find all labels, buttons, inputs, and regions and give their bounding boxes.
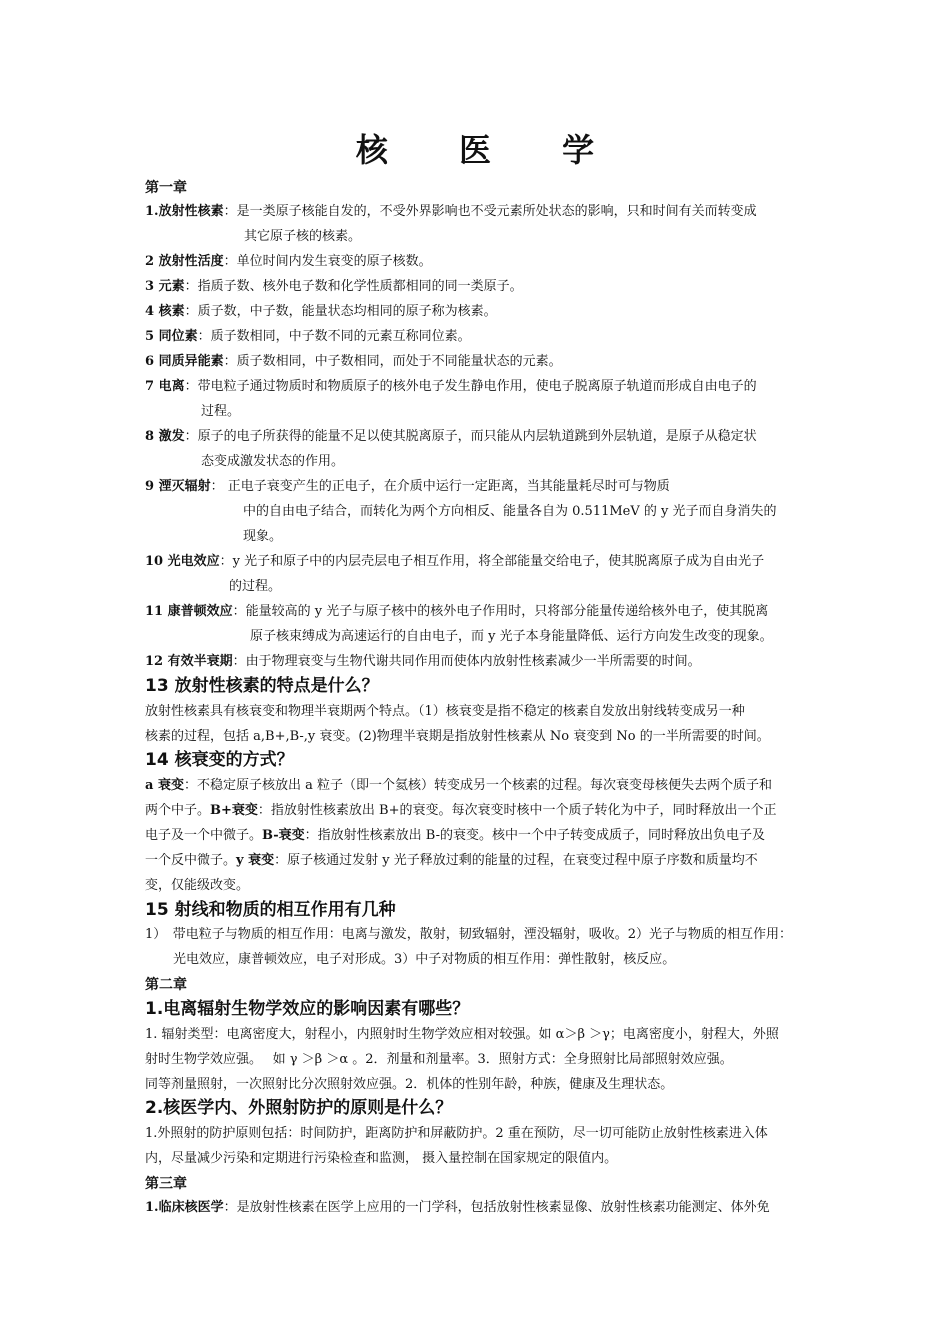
def-9-cont: 中的自由电子结合，而转化为两个方向相反、能量各自为 0.511MeV 的 y 光子而自身消失的: [243, 504, 777, 519]
term: 12 有效半衰期: [145, 654, 233, 669]
term: 1.放射性核素: [145, 204, 224, 219]
answer-15-line2: 光电效应，康普顿效应，电子对形成。3）中子对物质的相互作用：弹性散射，核反应。: [173, 952, 676, 967]
def-text: ：由于物理衰变与生物代谢共同作用而使体内放射性核素减少一半所需要的时间。: [232, 654, 701, 669]
def-11-cont: 原子核束缚成为高速运行的自由电子，而 y 光子本身能量降低、运行方向发生改变的现象。: [250, 629, 773, 644]
def-10-cont: 的过程。: [229, 579, 282, 594]
term: 11 康普顿效应: [145, 604, 233, 619]
answer-text: ：原子核通过发射 y 光子释放过剩的能量的过程，在衰变过程中原子序数和质量均不: [274, 853, 758, 868]
question-15-heading: 15 射线和物质的相互作用有几种: [145, 900, 396, 920]
term: 5 同位素: [145, 329, 198, 344]
ch2-answer-1-line3: 同等剂量照射，一次照射比分次照射效应强。2．机体的性别年龄，种族，健康及生理状态。: [145, 1077, 674, 1092]
chapter-2-heading: 第二章: [145, 977, 187, 993]
def-7-cont: 过程。: [201, 404, 241, 419]
def-9-cont2: 现象。: [243, 529, 283, 544]
ch2-answer-1-line2: 射时生物学效应强。 如 γ ＞β ＞α 。2．剂量和剂量率。3．照射方式：全身照射比局部照射效应强。: [145, 1052, 733, 1067]
answer-text: ：指放射性核素放出 B-的衰变。核中一个中子转变成质子，同时释放出负电子及: [304, 828, 765, 843]
answer-13-line2: 核素的过程，包括 a,B+,B-,y 衰变。(2)物理半衰期是指放射性核素从 No 衰变到 No 的一半所需要的时间。: [145, 729, 770, 744]
answer-14-line1: [145, 774, 772, 799]
term: 8 激发: [145, 429, 185, 444]
ch2-question-1-heading: 1.电离辐射生物学效应的影响因素有哪些？: [145, 999, 470, 1019]
term: B+衰变: [210, 803, 258, 818]
ch2-question-2-heading: 2.核医学内、外照射防护的原则是什么？: [145, 1098, 453, 1118]
term: 7 电离: [145, 379, 185, 394]
def-text: ：原子的电子所获得的能量不足以使其脱离原子，而只能从内层轨道跳到外层轨道，是原子从稳定状: [184, 429, 757, 444]
def-11: [145, 600, 768, 625]
answer-13-line1: 放射性核素具有核衰变和物理半衰期两个特点。（1）核衰变是指不稳定的核素自发放出射线转变成另一种: [145, 704, 745, 719]
answer-text: 一个反中微子。: [145, 853, 237, 868]
question-14-heading: 14 核衰变的方式？: [145, 750, 294, 770]
def-4: [145, 300, 497, 325]
def-9: [145, 475, 670, 500]
def-text: ：是放射性核素在医学上应用的一门学科，包括放射性核素显像、放射性核素功能测定、体外免: [223, 1200, 770, 1215]
def-6: [145, 350, 562, 375]
answer-14-line5: 变，仅能级改变。: [145, 878, 250, 893]
term: y 衰变: [236, 853, 275, 868]
def-8: [145, 425, 757, 450]
def-text: ：质子数，中子数，能量状态均相同的原子称为核素。: [184, 304, 497, 319]
answer-text: 电子及一个中微子。: [145, 828, 263, 843]
def-text: ：是一类原子核能自发的，不受外界影响也不受元素所处状态的影响，只和时间有关而转变成: [223, 204, 757, 219]
answer-text: ：指放射性核素放出 B+的衰变。每次衰变时核中一个质子转化为中子，同时释放出一个正: [257, 803, 777, 818]
chapter-3-heading: 第三章: [145, 1176, 187, 1192]
def-text: ：质子数相同，中子数相同，而处于不同能量状态的元素。: [223, 354, 562, 369]
answer-14-line2: [145, 799, 777, 824]
def-8-cont: 态变成激发状态的作用。: [201, 454, 345, 469]
def-2: [145, 250, 432, 275]
answer-14-line3: [145, 824, 765, 849]
def-5: [145, 325, 471, 350]
term: 10 光电效应: [145, 554, 220, 569]
term: 2 放射性活度: [145, 254, 224, 269]
page-title: 核 医 学: [355, 131, 625, 169]
question-13-heading: 13 放射性核素的特点是什么？: [145, 676, 379, 696]
answer-14-line4: [145, 849, 758, 874]
term: B-衰变: [262, 828, 305, 843]
term: 4 核素: [145, 304, 185, 319]
def-10: [145, 550, 764, 575]
def-3: [145, 275, 523, 300]
term: a 衰变: [145, 778, 184, 793]
ch2-answer-2-line2: 内，尽量减少污染和定期进行污染检查和监测， 摄入量控制在国家规定的限值内。: [145, 1151, 618, 1166]
def-7: [145, 375, 757, 400]
chapter-1-heading: 第一章: [145, 180, 187, 196]
def-text: ： 正电子衰变产生的正电子，在介质中运行一定距离，当其能量耗尽时可与物质: [210, 479, 670, 494]
def-1-cont: 其它原子核的核素。: [244, 229, 362, 244]
term: 6 同质异能素: [145, 354, 224, 369]
def-text: ：指质子数、核外电子数和化学性质都相同的同一类原子。: [184, 279, 523, 294]
def-12: [145, 650, 701, 675]
ch2-answer-2-line1: 1.外照射的防护原则包括：时间防护，距离防护和屏蔽防护。2 重在预防，尽一切可能防止放射性核素进入体: [145, 1126, 768, 1141]
ch3-def-1: [145, 1196, 770, 1221]
term: 9 湮灭辐射: [145, 479, 211, 494]
def-text: ：单位时间内发生衰变的原子核数。: [223, 254, 432, 269]
answer-text: 两个中子。: [145, 803, 211, 818]
def-1: [145, 200, 757, 225]
ch2-answer-1-line1: 1. 辐射类型：电离密度大，射程小，内照射时生物学效应相对较强。如 α＞β ＞γ；电离密度小，射程大，外照: [145, 1027, 779, 1042]
def-text: ：带电粒子通过物质时和物质原子的核外电子发生静电作用，使电子脱离原子轨道而形成自由电子的: [184, 379, 757, 394]
answer-text: ：不稳定原子核放出 a 粒子（即一个氦核）转变成另一个核素的过程。每次衰变母核便失去两个质子和: [183, 778, 772, 793]
answer-15-line1: 1） 带电粒子与物质的相互作用：电离与激发，散射，韧致辐射，湮没辐射，吸收。2）光子与物质的相互作用：: [145, 927, 793, 942]
def-text: ：y 光子和原子中的内层壳层电子相互作用，将全部能量交给电子，使其脱离原子成为自由光子: [219, 554, 765, 569]
def-text: ：质子数相同，中子数不同的元素互称同位素。: [197, 329, 471, 344]
term: 3 元素: [145, 279, 185, 294]
term: 1.临床核医学: [145, 1200, 224, 1215]
def-text: ：能量较高的 y 光子与原子核中的核外电子作用时，只将部分能量传递给核外电子，使其脱离: [232, 604, 769, 619]
